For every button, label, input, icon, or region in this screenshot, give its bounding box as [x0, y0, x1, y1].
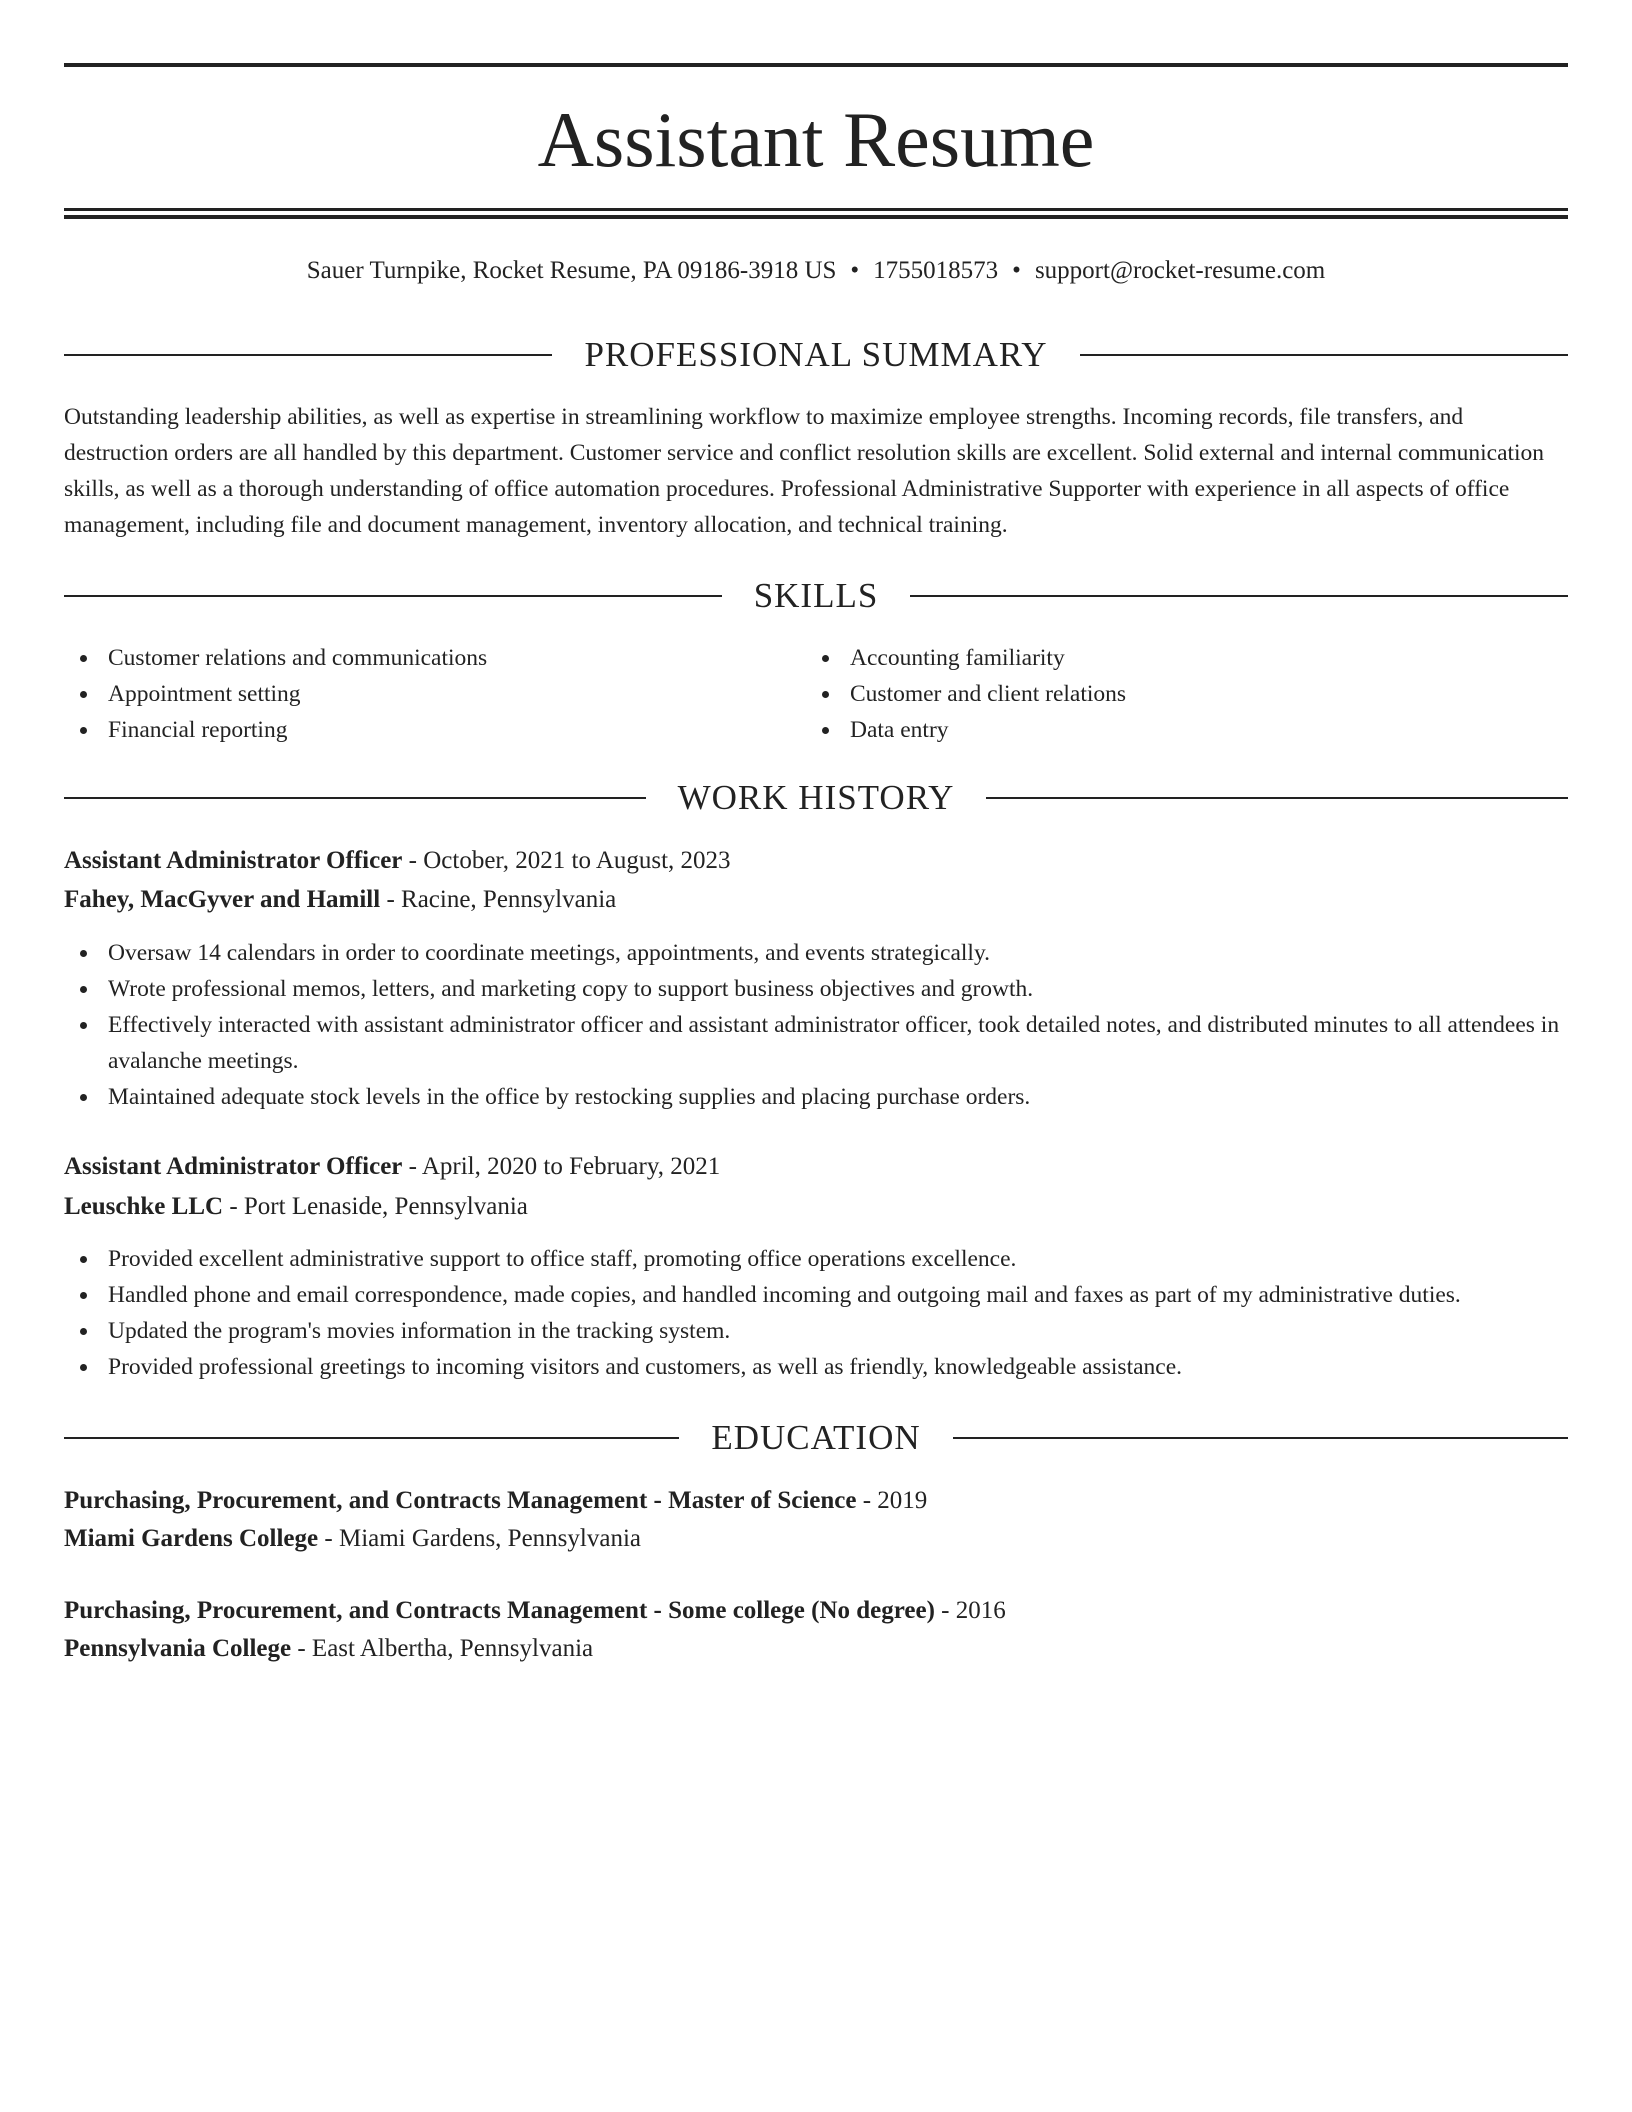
education-degree: Purchasing, Procurement, and Contracts Management - Some college (No degree) [64, 1597, 935, 1624]
page-title: Assistant Resume [537, 96, 1095, 183]
section-heading-work [64, 773, 1568, 823]
duty-item: Provided professional greetings to incoming visitors and customers, as well as friendly, knowledgeable assistance. [64, 1349, 1568, 1385]
section-heading-education [64, 1413, 1568, 1463]
job-company-line [64, 1188, 1568, 1226]
job-location: - Port Lenaside, Pennsylvania [223, 1193, 528, 1220]
education-degree: Purchasing, Procurement, and Contracts Management - Master of Science [64, 1487, 857, 1514]
contact-line [64, 254, 1568, 288]
contact-separator: • [850, 257, 860, 284]
contact-phone: 1755018573 [873, 257, 999, 284]
heading-rule [986, 797, 1568, 799]
heading-rule [1080, 354, 1568, 356]
job-company: Leuschke LLC [64, 1193, 224, 1220]
job-dates: - October, 2021 to August, 2023 [402, 847, 731, 874]
skills-column-left [64, 640, 804, 748]
section-title: WORK HISTORY [677, 778, 955, 817]
duty-item: Oversaw 14 calendars in order to coordinate meetings, appointments, and events strategically. [64, 935, 1568, 971]
section-heading-skills [64, 571, 1568, 621]
skills-column-right [806, 640, 1546, 748]
job-title: Assistant Administrator Officer [64, 847, 403, 874]
skill-item: Customer relations and communications [64, 640, 804, 676]
contact-address: Sauer Turnpike, Rocket Resume, PA 09186-3918 US [306, 257, 837, 284]
education-school-line [64, 1520, 1568, 1558]
heading-rule [910, 595, 1568, 597]
contact-separator: • [1012, 257, 1021, 284]
job-title-line [64, 842, 1568, 880]
section-title: EDUCATION [711, 1418, 921, 1457]
duty-item: Provided excellent administrative support to office staff, promoting office operations excellence. [64, 1241, 1568, 1277]
job-title: Assistant Administrator Officer [64, 1153, 403, 1180]
duty-item: Wrote professional memos, letters, and marketing copy to support business objectives and growth. [64, 971, 1568, 1007]
section-heading-summary [64, 330, 1568, 380]
skill-item: Accounting familiarity [806, 640, 1546, 676]
skill-item: Data entry [806, 712, 1546, 748]
title-rule-lower [64, 215, 1568, 219]
job-location: - Racine, Pennsylvania [380, 886, 617, 913]
job-company-line [64, 881, 1568, 919]
job-duties [64, 1241, 1568, 1385]
education-school-line [64, 1630, 1568, 1668]
skill-item: Customer and client relations [806, 676, 1546, 712]
summary-paragraph: Outstanding leadership abilities, as well as expertise in streamlining workflow to maximize employee strengths. Incoming records, file transfers, and destruction orders are all handled by this department. Customer service and conflict resolution skills are excellent. Solid external and internal communication skills, as well as a thorough understanding of office automation procedures. Professional Administrative Supporter with experience in all aspects of office management, including file and document management, inventory allocation, and technical training. [64, 404, 1545, 538]
education-school: Pennsylvania College [64, 1635, 292, 1662]
title-rule-upper [64, 208, 1568, 211]
education-degree-line [64, 1482, 1568, 1520]
duty-item: Handled phone and email correspondence, made copies, and handled incoming and outgoing mail and faxes as part of my administrative duties. [64, 1277, 1568, 1313]
heading-rule [64, 354, 552, 356]
skill-item: Appointment setting [64, 676, 804, 712]
skill-item: Financial reporting [64, 712, 804, 748]
job-company: Fahey, MacGyver and Hamill [64, 886, 381, 913]
duty-item: Effectively interacted with assistant administrator officer and assistant administrator officer, took detailed notes, and distributed minutes to all attendees in avalanche meetings. [64, 1007, 1568, 1079]
education-school: Miami Gardens College [64, 1525, 319, 1552]
contact-email: support@rocket-resume.com [1034, 257, 1326, 284]
section-title: PROFESSIONAL SUMMARY [584, 335, 1048, 374]
section-title: SKILLS [753, 576, 879, 615]
education-location: - East Albertha, Pennsylvania [291, 1635, 594, 1662]
education-year: - 2019 [856, 1487, 928, 1514]
heading-rule [953, 1437, 1568, 1439]
top-rule [64, 63, 1568, 67]
job-dates: - April, 2020 to February, 2021 [402, 1153, 721, 1180]
duty-item: Maintained adequate stock levels in the office by restocking supplies and placing purchase orders. [64, 1079, 1568, 1115]
job-duties [64, 935, 1568, 1115]
education-location: - Miami Gardens, Pennsylvania [318, 1525, 641, 1552]
job-title-line [64, 1148, 1568, 1186]
heading-rule [64, 797, 646, 799]
heading-rule [64, 1437, 679, 1439]
heading-rule [64, 595, 722, 597]
education-year: - 2016 [934, 1597, 1006, 1624]
duty-item: Updated the program's movies information in the tracking system. [64, 1313, 1568, 1349]
education-degree-line [64, 1592, 1568, 1630]
